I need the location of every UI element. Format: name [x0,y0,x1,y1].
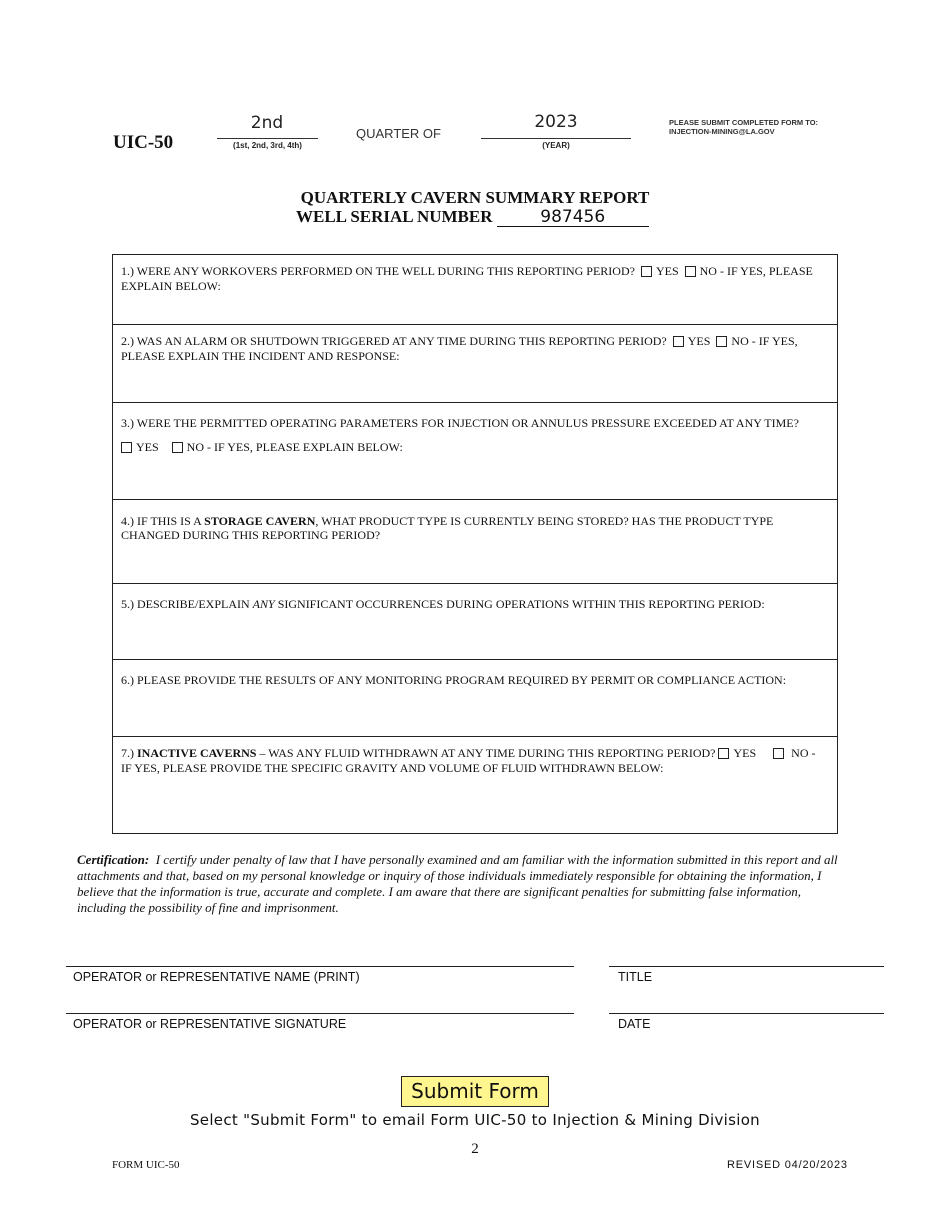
question-2-yes-label: YES [687,334,711,348]
footer-revised-date: REVISED 04/20/2023 [727,1159,848,1171]
question-3-yes-checkbox[interactable] [121,442,132,453]
question-2-yes-checkbox[interactable] [673,336,684,347]
question-1-text: 1.) WERE ANY WORKOVERS PERFORMED ON THE WELL DURING THIS REPORTING PERIOD? [121,264,635,278]
submit-instructions [669,118,818,136]
question-3-no-checkbox[interactable] [172,442,183,453]
question-5-suffix: SIGNIFICANT OCCURRENCES DURING OPERATIONS WITHIN THIS REPORTING PERIOD: [277,597,765,611]
signature-line[interactable] [66,1013,574,1014]
submit-to-label: PLEASE SUBMIT COMPLETED FORM TO: [669,118,819,127]
question-7-prefix: 7.) [121,746,134,760]
submit-form-button[interactable]: Submit Form [401,1076,549,1107]
question-row [113,255,838,325]
question-5-prefix: 5.) DESCRIBE/EXPLAIN [121,597,250,611]
serial-number-field[interactable]: 987456 [497,209,649,227]
quarter-of-label: QUARTER OF [356,126,441,141]
question-3-yes-label: YES [136,440,159,454]
name-label: OPERATOR or REPRESENTATIVE NAME (PRINT) [73,970,360,984]
question-6-text: 6.) PLEASE PROVIDE THE RESULTS OF ANY MONITORING PROGRAM REQUIRED BY PERMIT OR COMPLIANCE ACTION: [121,673,787,687]
question-1-yes-checkbox[interactable] [641,266,652,277]
question-3-options [121,440,829,455]
page-number: 2 [471,1141,479,1157]
questions-table [112,254,838,834]
question-2-text: 2.) WAS AN ALARM OR SHUTDOWN TRIGGERED AT ANY TIME DURING THIS REPORTING PERIOD? [121,334,667,348]
certification-paragraph [77,852,852,916]
certification-text: I certify under penalty of law that I have personally examined and am familiar with the information submitted in this report and all attachments and that, based on my personal knowledge or inquiry of those individuals immediately responsible for obtaining the information, I believe that the information is true, accurate and complete. I am aware that there are significant penalties for submitting false information, including the possibility of fine and imprisonment. [77,852,838,915]
signature-label: OPERATOR or REPRESENTATIVE SIGNATURE [73,1017,347,1031]
question-4-emphasis: STORAGE CAVERN [204,514,316,528]
serial-number-label: WELL SERIAL NUMBER [296,207,493,226]
question-4-suffix: , WHAT PRODUCT TYPE IS CURRENTLY BEING STORED? HAS THE PRODUCT TYPE CHANGED DURING THIS REPORTING PERIOD? [121,514,774,542]
question-2-no-label: NO - IF YES, PLEASE EXPLAIN THE INCIDENT AND RESPONSE: [121,334,798,363]
name-signature-line[interactable] [66,966,574,967]
question-4-prefix: 4.) IF THIS IS A [121,514,202,528]
question-row [113,660,838,737]
question-1-no-label: NO - IF YES, PLEASE EXPLAIN BELOW: [121,264,813,293]
question-row [113,500,838,584]
question-7-yes-label: YES [733,746,757,760]
question-7[interactable] [113,737,838,834]
question-3[interactable] [113,403,838,500]
question-row [113,737,838,834]
question-row [113,584,838,660]
date-signature-line[interactable] [609,1013,884,1014]
question-row [113,325,838,403]
quarter-input[interactable] [217,113,317,133]
question-5-emphasis: ANY [252,597,275,611]
question-1[interactable] [113,255,838,325]
question-7-suffix: – WAS ANY FLUID WITHDRAWN AT ANY TIME DURING THIS REPORTING PERIOD? [259,746,716,760]
quarter-hint: (1st, 2nd, 3rd, 4th) [233,141,302,150]
title-label: TITLE [618,970,653,984]
question-7-emphasis: INACTIVE CAVERNS [137,746,257,760]
certification-label: Certification: [77,852,150,867]
question-7-yes-checkbox[interactable] [718,748,729,759]
form-code: UIC-50 [113,132,174,153]
question-1-no-checkbox[interactable] [685,266,696,277]
question-7-no-label: NO - IF YES, PLEASE PROVIDE THE SPECIFIC GRAVITY AND VOLUME OF FLUID WITHDRAWN BELOW: [121,746,816,775]
date-label: DATE [618,1017,651,1031]
question-4[interactable] [113,500,838,584]
report-title: QUARTERLY CAVERN SUMMARY REPORT [300,188,650,207]
footer-form-label: FORM UIC-50 [112,1159,180,1171]
quarter-underline [217,138,318,139]
year-underline [481,138,631,139]
year-input[interactable] [481,112,631,132]
question-row [113,403,838,500]
question-3-no-label: NO - IF YES, PLEASE EXPLAIN BELOW: [186,440,403,454]
serial-number-row [296,207,649,227]
question-6[interactable] [113,660,838,737]
question-3-text: 3.) WERE THE PERMITTED OPERATING PARAMETERS FOR INJECTION OR ANNULUS PRESSURE EXCEEDED AT ANY TIME? [121,416,799,430]
submit-instruction: Select "Submit Form" to email Form UIC-50 to Injection & Mining Division [189,1111,760,1129]
year-hint: (YEAR) [542,141,570,150]
question-2-no-checkbox[interactable] [716,336,727,347]
question-1-yes-label: YES [655,264,679,278]
question-2[interactable] [113,325,838,403]
question-5[interactable] [113,584,838,660]
submit-email: INJECTION-MINING@LA.GOV [669,127,775,136]
title-signature-line[interactable] [609,966,884,967]
question-7-no-checkbox[interactable] [773,748,784,759]
